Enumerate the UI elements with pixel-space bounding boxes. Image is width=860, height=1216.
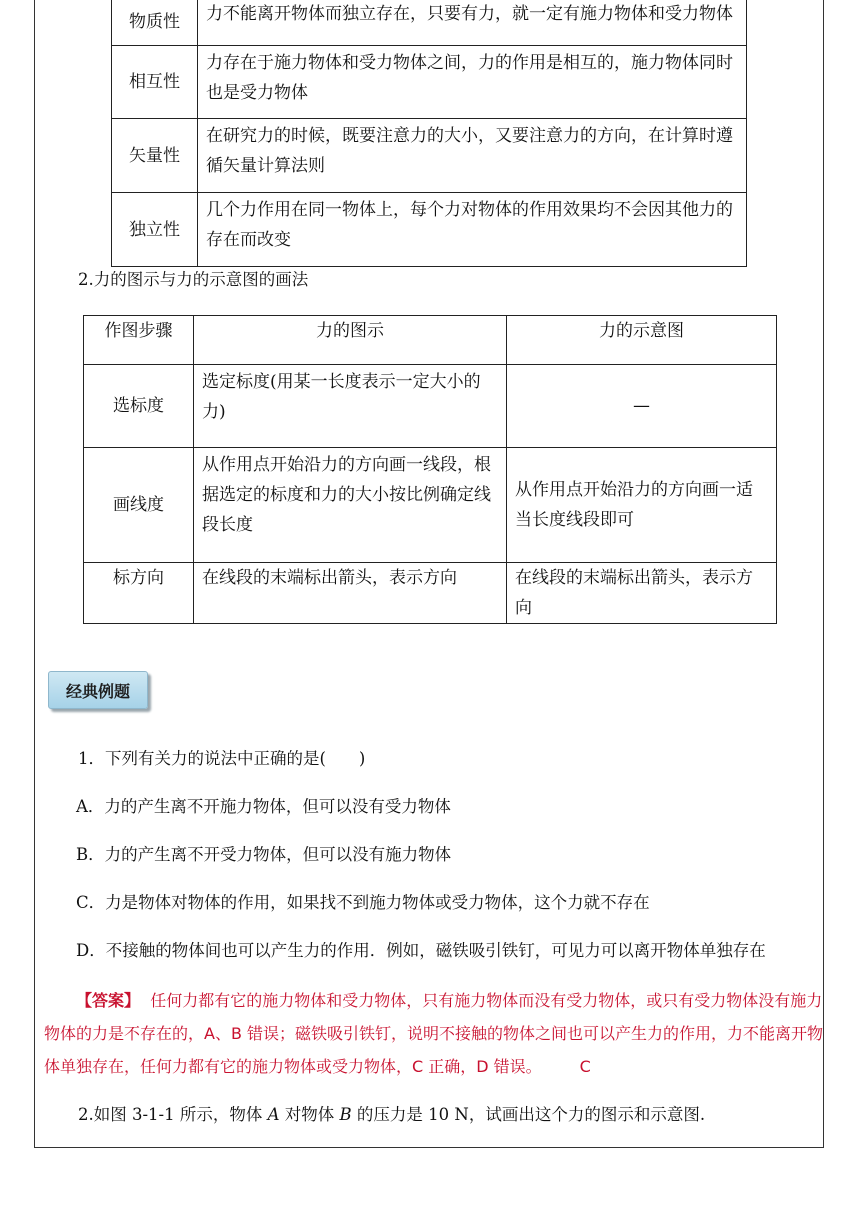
- table-header-row: [84, 316, 777, 365]
- option-d: D．不接触的物体间也可以产生力的作用．例如，磁铁吸引铁钉，可见力可以离开物体单独存在: [76, 941, 766, 960]
- force-drawing-table: [83, 315, 777, 624]
- table-row: [112, 193, 747, 267]
- diagram-cell: 从作用点开始沿力的方向画一线段，根据选定的标度和力的大小按比例确定线段长度: [194, 448, 507, 563]
- question-1-stem: 1．下列有关力的说法中正确的是( ): [78, 749, 366, 768]
- answer-explanation: 任何力都有它的施力物体和受力物体，只有施力物体而没有受力物体，或只有受力物体没有施力物体的力是不存在的，A、B 错误；磁铁吸引铁钉，说明不接触的物体之间也可以产生力的作用，力不能离开物体单独存在，任何力都有它的施力物体或受力物体，C 正确，D 错误。: [44, 991, 824, 1076]
- table-row: [112, 0, 747, 46]
- property-description: 在研究力的时候，既要注意力的大小，又要注意力的方向，在计算时遵循矢量计算法则: [198, 119, 747, 193]
- property-description: 力存在于施力物体和受力物体之间，力的作用是相互的，施力物体同时也是受力物体: [198, 46, 747, 119]
- property-name: 矢量性: [112, 119, 198, 193]
- table-row: [84, 563, 777, 624]
- answer-label: 【答案】: [76, 991, 141, 1010]
- property-name: 物质性: [112, 0, 198, 46]
- column-header: 作图步骤: [84, 316, 194, 365]
- step-cell: 标方向: [84, 563, 194, 624]
- answer-choice: C: [579, 1057, 591, 1076]
- section-title: 2.力的图示与力的示意图的画法: [78, 270, 309, 289]
- option-a: A．力的产生离不开施力物体，但可以没有受力物体: [76, 797, 451, 816]
- table-row: [112, 119, 747, 193]
- answer-block: [44, 984, 824, 1083]
- sketch-cell: —: [507, 365, 777, 448]
- object-a-label: A: [267, 1105, 280, 1124]
- step-cell: 画线度: [84, 448, 194, 563]
- table-row: [112, 46, 747, 119]
- option-c: C．力是物体对物体的作用，如果找不到施力物体或受力物体，这个力就不存在: [76, 893, 650, 912]
- step-cell: 选标度: [84, 365, 194, 448]
- property-name: 相互性: [112, 46, 198, 119]
- table-row: [84, 365, 777, 448]
- examples-tag: 经典例题: [48, 671, 148, 709]
- diagram-cell: 在线段的末端标出箭头，表示方向: [194, 563, 507, 624]
- question-2: [78, 1101, 705, 1125]
- property-description: 力不能离开物体而独立存在，只要有力，就一定有施力物体和受力物体: [198, 0, 747, 46]
- property-description: 几个力作用在同一物体上，每个力对物体的作用效果均不会因其他力的存在而改变: [198, 193, 747, 267]
- sketch-cell: 从作用点开始沿力的方向画一适当长度线段即可: [507, 448, 777, 563]
- column-header: 力的示意图: [507, 316, 777, 365]
- sketch-cell: 在线段的末端标出箭头，表示方向: [507, 563, 777, 624]
- table-row: [84, 448, 777, 563]
- property-name: 独立性: [112, 193, 198, 267]
- column-header: 力的图示: [194, 316, 507, 365]
- question-2-middle: 对物体: [279, 1105, 340, 1124]
- diagram-cell: 选定标度(用某一长度表示一定大小的力): [194, 365, 507, 448]
- force-properties-table: [111, 0, 747, 267]
- option-b: B．力的产生离不开受力物体，但可以没有施力物体: [76, 845, 452, 864]
- question-2-suffix: 的压力是 10 N，试画出这个力的图示和示意图.: [351, 1105, 706, 1124]
- question-2-prefix: 2.如图 3-1-1 所示，物体: [78, 1105, 268, 1124]
- object-b-label: B: [339, 1105, 352, 1124]
